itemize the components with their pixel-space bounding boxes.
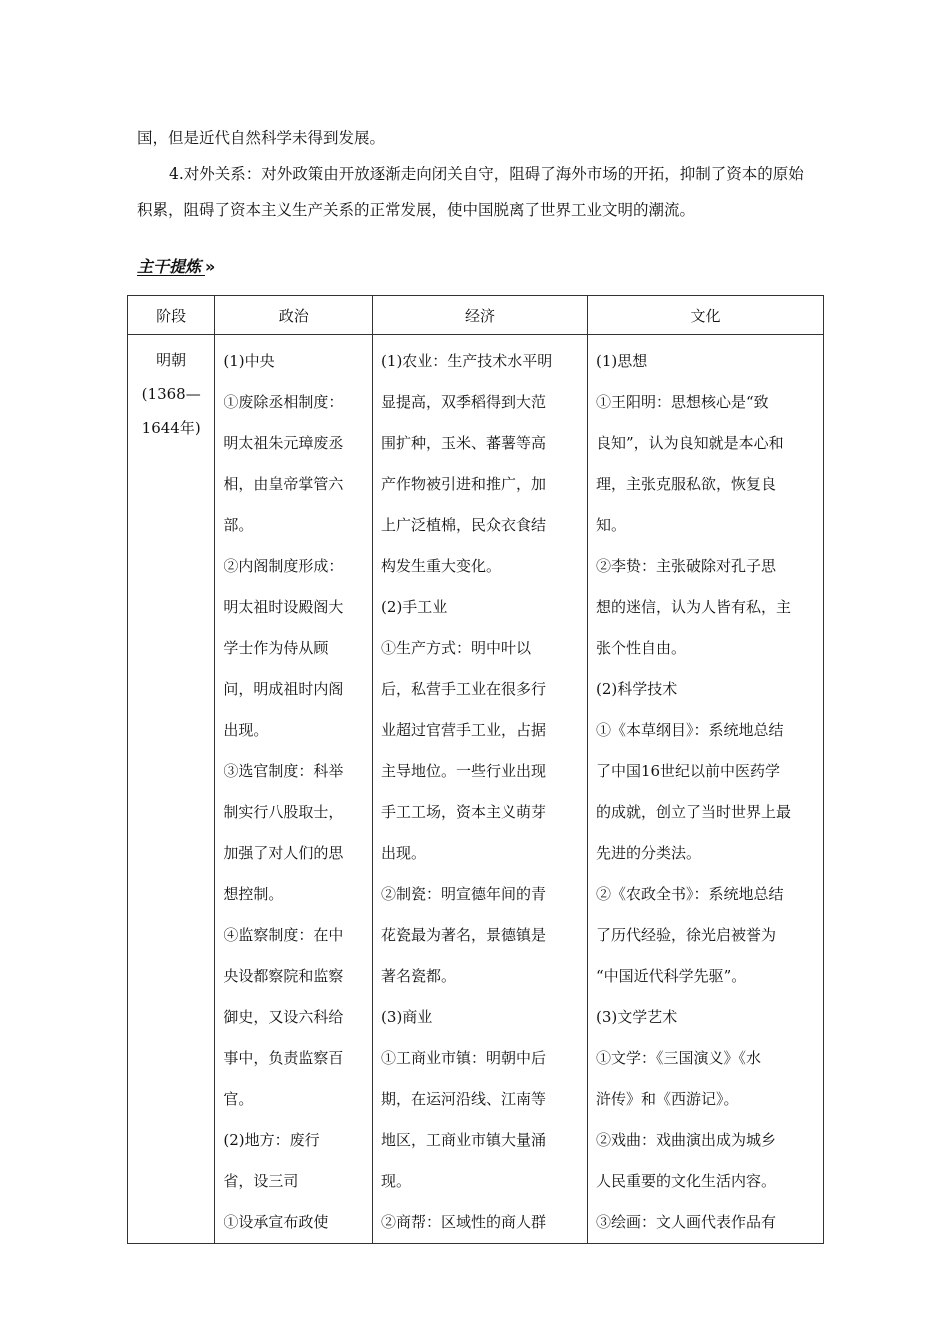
text-line: 相，由皇帝掌管六 xyxy=(223,475,344,493)
text-line: ②制瓷：明宣德年间的青 xyxy=(381,885,547,903)
text-line: 出现。 xyxy=(381,844,427,862)
text-line: ②《农政全书》：系统地总结 xyxy=(595,885,784,903)
text-line: 御史，又设六科给 xyxy=(223,1008,344,1026)
cell-politics xyxy=(215,335,373,1244)
text-line: 人民重要的文化生活内容。 xyxy=(595,1172,776,1190)
text-line: 手工工场，资本主义萌芽 xyxy=(381,803,547,821)
text-line: ②戏曲：戏曲演出成为城乡 xyxy=(595,1131,776,1149)
text-line: ①生产方式：明中叶以 xyxy=(381,639,532,657)
cell-culture xyxy=(587,335,823,1244)
economy-lines xyxy=(373,335,587,1243)
section-title-underline xyxy=(137,275,205,276)
text-line: (1)农业：生产技术水平明 xyxy=(381,352,553,370)
text-line: 制实行八股取士， xyxy=(223,803,344,821)
text-line: 官。 xyxy=(223,1090,254,1108)
table-row-ming xyxy=(128,335,824,1244)
text-line: “中国近代科学先驱”。 xyxy=(595,967,747,985)
text-line: 出现。 xyxy=(223,721,269,739)
text-line: (2)手工业 xyxy=(381,598,448,616)
text-line: 地区，工商业市镇大量涌 xyxy=(381,1131,547,1149)
table-header-row xyxy=(128,296,824,335)
header-politics: 政治 xyxy=(215,296,373,335)
text-line: ③选官制度：科举 xyxy=(223,762,344,780)
text-line: 张个性自由。 xyxy=(595,639,686,657)
text-line: ③绘画：文人画代表作品有 xyxy=(595,1213,776,1231)
text-line: (3)商业 xyxy=(381,1008,433,1026)
text-line: ①《本草纲目》：系统地总结 xyxy=(595,721,784,739)
text-line: ②内阁制度形成： xyxy=(223,557,344,575)
text-line: 上广泛植棉，民众衣食结 xyxy=(381,516,547,534)
text-line: (2)科学技术 xyxy=(595,680,678,698)
text-line: 著名瓷都。 xyxy=(381,967,457,985)
text-line: 了中国16世纪以前中医药学 xyxy=(595,762,781,780)
cell-stage xyxy=(128,335,215,1244)
stage-lines xyxy=(128,335,214,445)
text-line: ①设承宣布政使 xyxy=(223,1213,329,1231)
header-economy: 经济 xyxy=(373,296,588,335)
text-line: 围扩种，玉米、蕃薯等高 xyxy=(381,434,547,452)
text-line: ①废除丞相制度： xyxy=(223,393,344,411)
text-line: 现。 xyxy=(381,1172,412,1190)
text-line: ④监察制度：在中 xyxy=(223,926,344,944)
text-line: 浒传》和《西游记》。 xyxy=(595,1090,739,1108)
text-line: 主导地位。一些行业出现 xyxy=(381,762,547,780)
text-line: ②李贽：主张破除对孔子思 xyxy=(595,557,776,575)
paragraph-1: 国，但是近代自然科学未得到发展。 xyxy=(137,129,386,147)
header-stage: 阶段 xyxy=(128,296,215,335)
text-line: 问，明成祖时内阁 xyxy=(223,680,344,698)
text-line: 产作物被引进和推广，加 xyxy=(381,475,547,493)
text-line: 加强了对人们的思 xyxy=(223,844,344,862)
text-line: 明太祖时设殿阁大 xyxy=(223,598,344,616)
double-chevron-icon: » xyxy=(205,257,216,276)
text-line: 知。 xyxy=(595,516,626,534)
text-line: 明太祖朱元璋废丞 xyxy=(223,434,344,452)
text-line: 的成就，创立了当时世界上最 xyxy=(595,803,791,821)
cell-economy xyxy=(373,335,588,1244)
text-line: 央设都察院和监察 xyxy=(223,967,344,985)
text-line: 事中，负责监察百 xyxy=(223,1049,344,1067)
text-line: (2)地方：废行 xyxy=(223,1131,320,1149)
text-line: 想控制。 xyxy=(223,885,284,903)
text-line: 1644年) xyxy=(141,419,201,437)
section-title-text: 主干提炼 xyxy=(137,257,202,276)
text-line: (1)思想 xyxy=(595,352,648,370)
text-line: ②商帮：区域性的商人群 xyxy=(381,1213,547,1231)
paragraph-2: 4.对外关系：对外政策由开放逐渐走向闭关自守，阻碍了海外市场的开拓，抑制了资本的原始积累，阻碍了资本主义生产关系的正常发展，使中国脱离了世界工业文明的潮流。 xyxy=(137,165,804,219)
text-line: ①文学：《三国演义》《水 xyxy=(595,1049,761,1067)
text-line: (1)中央 xyxy=(223,352,275,370)
text-line: 构发生重大变化。 xyxy=(381,557,502,575)
text-line: 想的迷信，认为人皆有私，主 xyxy=(595,598,791,616)
section-title xyxy=(137,254,215,277)
text-line: (3)文学艺术 xyxy=(595,1008,678,1026)
summary-table xyxy=(127,295,824,1244)
text-line: 先进的分类法。 xyxy=(595,844,701,862)
text-line: 省，设三司 xyxy=(223,1172,299,1190)
text-line: 期，在运河沿线、江南等 xyxy=(381,1090,547,1108)
text-line: 明朝 xyxy=(156,351,187,369)
text-line: 花瓷最为著名，景德镇是 xyxy=(381,926,547,944)
text-line: ①王阳明：思想核心是“致 xyxy=(595,393,769,411)
text-line: ①工商业市镇：明朝中后 xyxy=(381,1049,547,1067)
text-line: 后，私营手工业在很多行 xyxy=(381,680,547,698)
text-line: 了历代经验，徐光启被誉为 xyxy=(595,926,776,944)
text-line: 部。 xyxy=(223,516,254,534)
text-line: 理，主张克服私欲，恢复良 xyxy=(595,475,776,493)
text-line: (1368— xyxy=(141,385,201,403)
culture-lines xyxy=(588,335,823,1243)
header-culture: 文化 xyxy=(587,296,823,335)
politics-lines xyxy=(215,335,372,1243)
text-line: 良知”，认为良知就是本心和 xyxy=(595,434,784,452)
text-line: 显提高，双季稻得到大范 xyxy=(381,393,547,411)
text-line: 业超过官营手工业，占据 xyxy=(381,721,547,739)
text-line: 学士作为侍从顾 xyxy=(223,639,329,657)
